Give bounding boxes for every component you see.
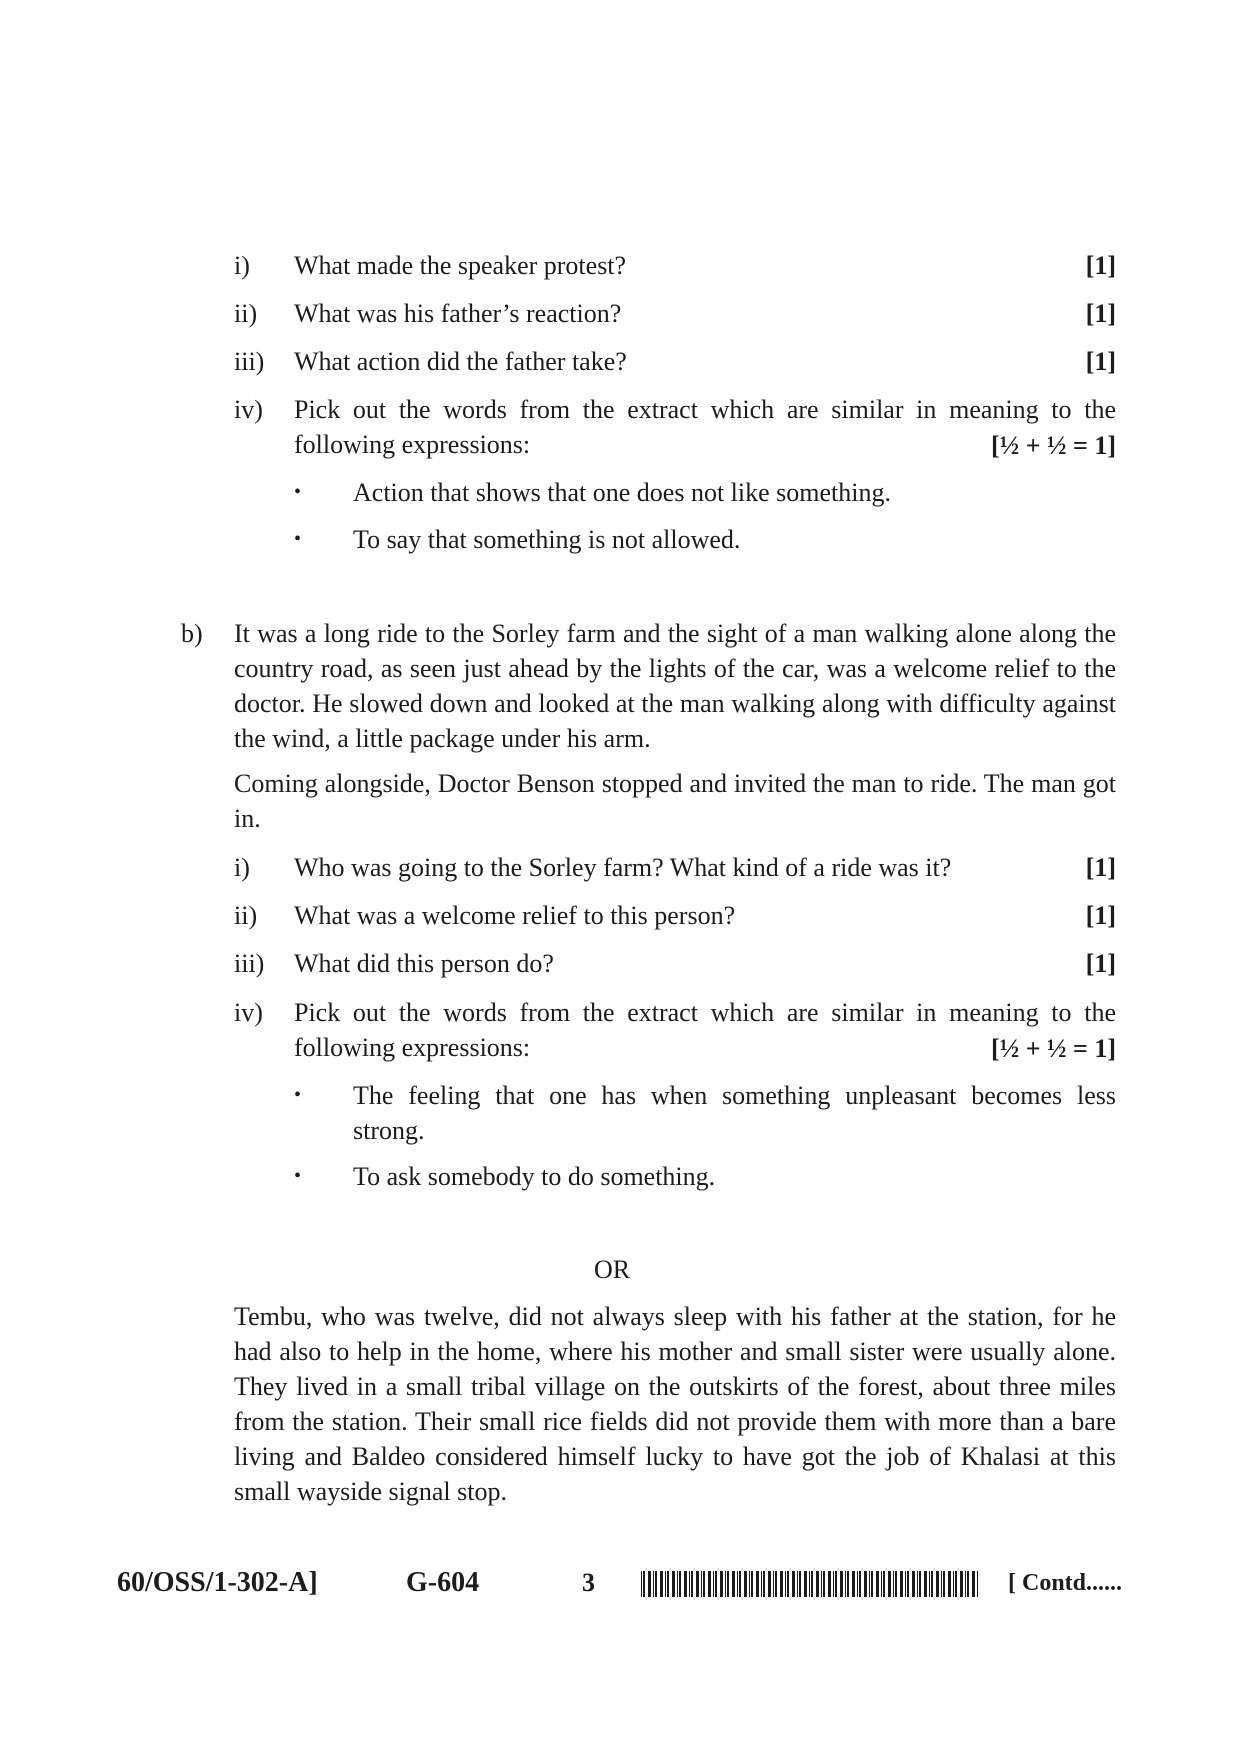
page-number: 3 bbox=[582, 1568, 595, 1597]
question-number: iii) bbox=[234, 347, 265, 376]
marks-label: [½ + ½ = 1] bbox=[991, 1034, 1116, 1063]
marks-label: [1] bbox=[1085, 347, 1116, 376]
bullet-icon: • bbox=[294, 1084, 302, 1106]
marks-label: [1] bbox=[1085, 853, 1116, 882]
bullet-icon: • bbox=[294, 481, 302, 503]
question-number: i) bbox=[234, 853, 250, 882]
marks-label: [1] bbox=[1085, 251, 1116, 280]
question-text: What made the speaker protest? bbox=[294, 251, 627, 280]
marks-label: [1] bbox=[1085, 299, 1116, 328]
question-text: What action did the father take? bbox=[294, 347, 627, 376]
bullet-icon: • bbox=[294, 1165, 302, 1187]
question-text: What did this person do? bbox=[294, 949, 554, 978]
question-number: ii) bbox=[234, 901, 258, 930]
question-number: iii) bbox=[234, 949, 265, 978]
question-text: What was a welcome relief to this person? bbox=[294, 901, 736, 930]
question-text: Pick out the words from the extract which are similar in meaning to the following expressions: bbox=[294, 998, 1116, 1062]
question-number: i) bbox=[234, 251, 250, 280]
section-label: b) bbox=[181, 619, 203, 648]
marks-label: [½ + ½ = 1] bbox=[991, 431, 1116, 460]
series-code: G-604 bbox=[406, 1567, 480, 1598]
marks-label: [1] bbox=[1085, 949, 1116, 978]
question-text: What was his father’s reaction? bbox=[294, 299, 622, 328]
extract-paragraph: Coming alongside, Doctor Benson stopped and invited the man to ride. The man got in. bbox=[234, 769, 1116, 833]
paper-code: 60/OSS/1-302-A] bbox=[117, 1567, 318, 1598]
bullet-item: Action that shows that one does not like something. bbox=[353, 478, 891, 507]
question-text: Who was going to the Sorley farm? What kind of a ride was it? bbox=[294, 853, 952, 882]
barcode-icon bbox=[641, 1571, 981, 1597]
bullet-icon: • bbox=[294, 528, 302, 550]
extract-paragraph: It was a long ride to the Sorley farm and the sight of a man walking alone along the country road, as seen just ahead by the lights of the car, was a welcome relief to the doctor. He slowed down and looked at the man walking along with difficulty against the wind, a little package under his arm. bbox=[234, 619, 1116, 753]
question-number: ii) bbox=[234, 299, 258, 328]
bullet-item: To say that something is not allowed. bbox=[353, 525, 741, 554]
marks-label: [1] bbox=[1085, 901, 1116, 930]
or-divider-label: OR bbox=[594, 1255, 631, 1284]
bullet-item: The feeling that one has when something unpleasant becomes less strong. bbox=[353, 1081, 1116, 1145]
question-number: iv) bbox=[234, 998, 263, 1027]
continued-label: [ Contd...... bbox=[1008, 1570, 1123, 1596]
question-text: Pick out the words from the extract which are similar in meaning to the following expressions: bbox=[294, 395, 1116, 459]
alternative-extract-paragraph: Tembu, who was twelve, did not always sleep with his father at the station, for he had also to help in the home, where his mother and small sister were usually alone. They lived in a small tribal village on the outskirts of the forest, about three miles from the station. Their small rice fields did not provide them with more than a bare living and Baldeo considered himself lucky to have got the job of Khalasi at this small wayside signal stop. bbox=[234, 1302, 1116, 1506]
question-number: iv) bbox=[234, 395, 263, 424]
bullet-item: To ask somebody to do something. bbox=[353, 1162, 716, 1191]
